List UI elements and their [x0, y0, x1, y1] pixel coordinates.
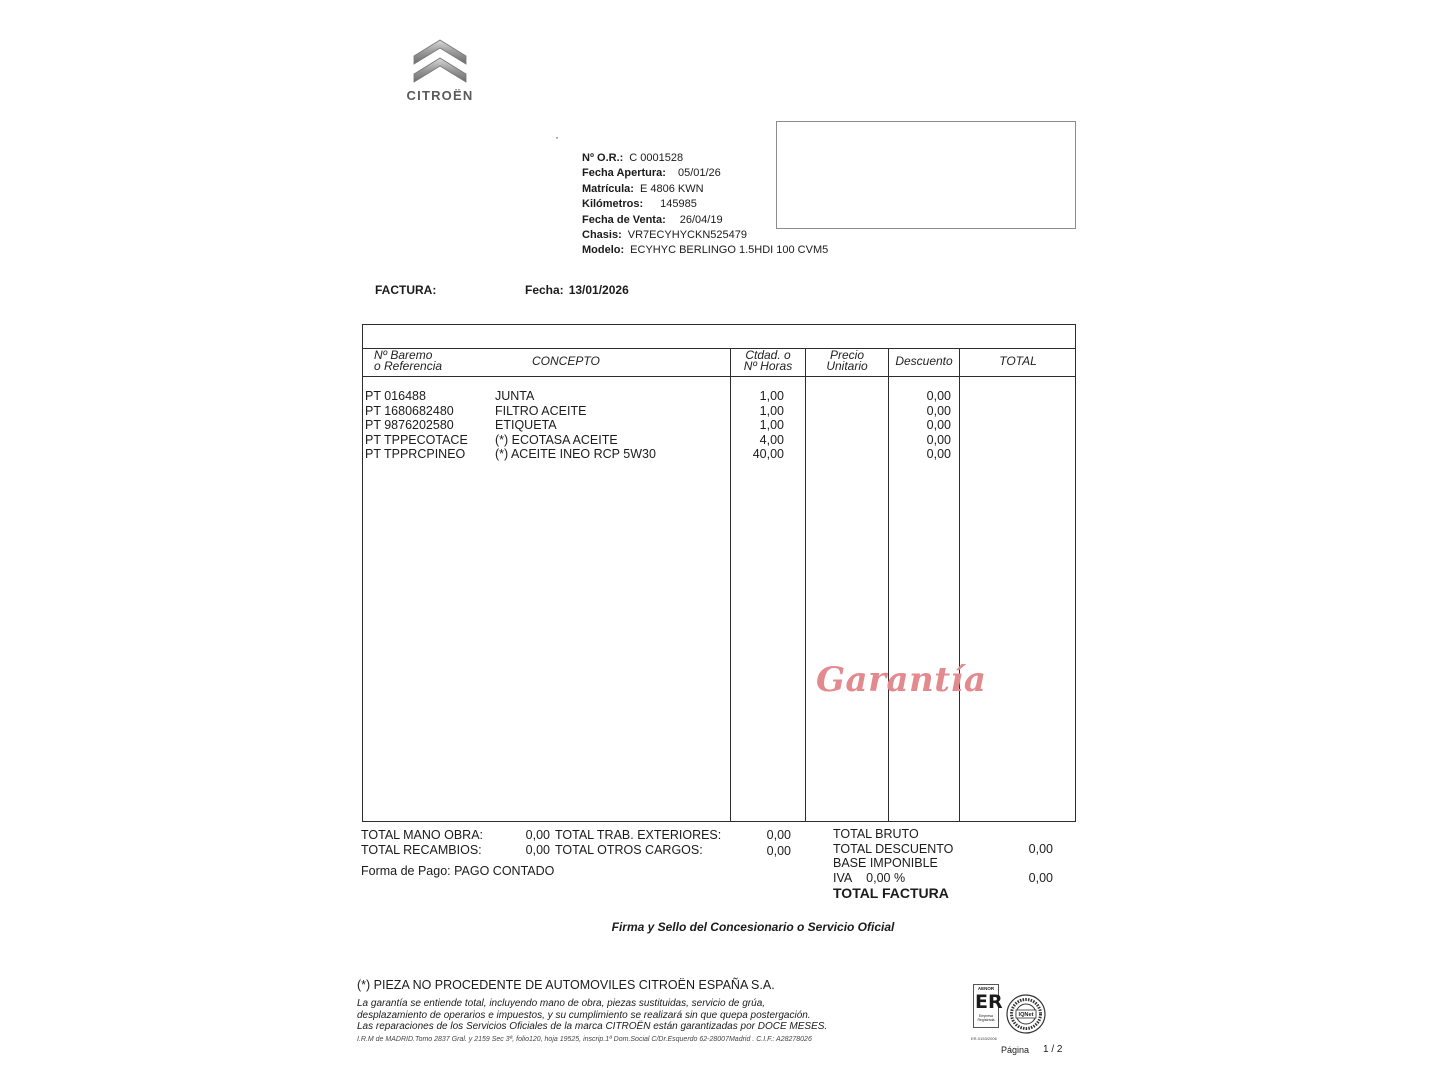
brand-wordmark: CITROËN — [406, 88, 474, 103]
page-number: 1 / 2 — [1043, 1044, 1063, 1055]
column-divider — [730, 348, 731, 822]
invoice-total-label: TOTAL FACTURA — [833, 885, 949, 901]
model: ECYHYC BERLINGO 1.5HDI 100 CVM5 — [630, 244, 829, 257]
address-box — [776, 121, 1076, 229]
plate: E 4806 KWN — [639, 182, 704, 195]
discount-total-label: TOTAL DESCUENTO — [833, 842, 954, 856]
payment-method-value: PAGO CONTADO — [454, 864, 555, 878]
column-divider — [805, 348, 806, 822]
row-concept: FILTRO ACEITE — [495, 403, 587, 418]
invoice-date-value: 13/01/2026 — [568, 283, 629, 297]
row-quantity: 1,00 — [759, 403, 784, 418]
stray-mark: · — [555, 130, 559, 144]
order-number: C 0001528 — [629, 152, 684, 164]
header-total: TOTAL — [999, 354, 1037, 368]
labour-total-label: TOTAL MANO OBRA: — [361, 828, 484, 842]
header-unit-price: Precio Unitario — [826, 348, 868, 373]
header-quantity: Ctdad. o Nº Horas — [743, 348, 793, 373]
opening-date-row: Fecha Apertura: 05/01/26 — [582, 167, 721, 180]
iqnet-certification-icon — [1006, 994, 1046, 1034]
row-reference: PT 9876202580 — [365, 418, 454, 432]
table-divider — [362, 376, 1076, 377]
table-divider — [362, 348, 1076, 349]
row-reference: PT 016488 — [365, 389, 426, 403]
mileage-row: Kilómetros: 145985 — [582, 198, 697, 211]
header-reference: Nº Baremo o Referencia — [374, 348, 443, 373]
mileage: 145985 — [660, 198, 697, 211]
row-reference: PT TPPRCPINEO — [365, 447, 466, 461]
signature-caption: Firma y Sello del Concesionario o Servicio Oficial — [611, 920, 895, 934]
labour-total-value: 0,00 — [525, 828, 550, 842]
row-discount: 0,00 — [926, 418, 951, 432]
row-discount: 0,00 — [926, 447, 951, 461]
invoice-date: Fecha: 13/01/2026 — [525, 283, 629, 297]
column-divider — [888, 348, 889, 822]
items-table — [362, 324, 1076, 822]
warranty-legal-text: La garantía se entiende total, incluyendo mano de obra, piezas sustituidas, servicio de grúa, desplazamiento de operarios e impuestos, y su cumplimiento se realizará sin que quepa postergación. Las reparaciones de los Servicios Oficiales de la marca CITROËN están garantizadas por DOCE MESES. — [357, 998, 828, 1032]
sale-date: 26/04/19 — [679, 213, 723, 226]
svg-text:IQNet: IQNet — [1018, 1012, 1034, 1019]
page-label: Página — [1001, 1045, 1030, 1055]
other-charges-value: 0,00 — [766, 844, 791, 858]
row-reference: PT 1680682480 — [365, 403, 454, 418]
row-quantity: 1,00 — [759, 418, 784, 432]
order-number-row: Nº O.R.: C 0001528 — [582, 152, 684, 164]
row-discount: 0,00 — [926, 389, 951, 403]
row-concept: (*) ACEITE INEO RCP 5W30 — [495, 447, 656, 461]
header-discount: Descuento — [895, 354, 953, 368]
discount-total-value: 0,00 — [1028, 842, 1053, 856]
external-work-label: TOTAL TRAB. EXTERIORES: — [555, 828, 722, 842]
row-discount: 0,00 — [926, 432, 951, 447]
row-quantity: 1,00 — [759, 389, 784, 403]
row-reference: PT TPPECOTACE — [365, 432, 468, 447]
other-charges-label: TOTAL OTROS CARGOS: — [555, 843, 703, 857]
warranty-stamp: Garantía — [816, 660, 987, 700]
payment-method-row: Forma de Pago: PAGO CONTADO — [361, 864, 555, 878]
sale-date-row: Fecha de Venta: 26/04/19 — [582, 213, 723, 226]
company-registry: I.R.M de MADRID.Tomo 2837 Gral. y 2159 Sec 3ª, folio120, hoja 19525, inscrip.1ª Dom.Social C/Dr.Esquerdo 62-28007Madrid . C.I.F.: A28278026 — [357, 1036, 812, 1043]
row-concept: JUNTA — [495, 389, 535, 403]
model-row: Modelo: ECYHYC BERLINGO 1.5HDI 100 CVM5 — [582, 244, 829, 257]
non-citroen-parts-note: (*) PIEZA NO PROCEDENTE DE AUTOMOVILES CITROËN ESPAÑA S.A. — [357, 978, 775, 992]
vat-row: IVA 0,00 % — [833, 871, 906, 885]
vat-rate: 0,00 % — [866, 871, 906, 885]
opening-date: 05/01/26 — [677, 167, 721, 180]
row-concept: ETIQUETA — [495, 418, 557, 432]
plate-row: Matrícula: E 4806 KWN — [582, 182, 704, 195]
row-concept: (*) ECOTASA ACEITE — [495, 432, 618, 447]
external-work-value: 0,00 — [766, 828, 791, 842]
chassis: VR7ECYHYCKN525479 — [627, 229, 747, 242]
vat-value: 0,00 — [1028, 871, 1053, 885]
header-concepto: CONCEPTO — [532, 354, 600, 368]
row-quantity: 4,00 — [759, 432, 784, 447]
aenor-code: ER-0153/2006 — [971, 1036, 997, 1041]
row-discount: 0,00 — [926, 403, 951, 418]
invoice-label: FACTURA: — [375, 283, 437, 297]
tax-base-label: BASE IMPONIBLE — [833, 856, 938, 870]
parts-total-value: 0,00 — [525, 843, 550, 857]
column-divider — [959, 348, 960, 822]
parts-total-label: TOTAL RECAMBIOS: — [361, 843, 482, 857]
gross-total-label: TOTAL BRUTO — [833, 827, 919, 841]
row-quantity: 40,00 — [752, 447, 784, 461]
aenor-certification-icon: AENOR ER Empresa Registrada — [973, 984, 999, 1028]
chassis-row: Chasis: VR7ECYHYCKN525479 — [582, 229, 747, 242]
